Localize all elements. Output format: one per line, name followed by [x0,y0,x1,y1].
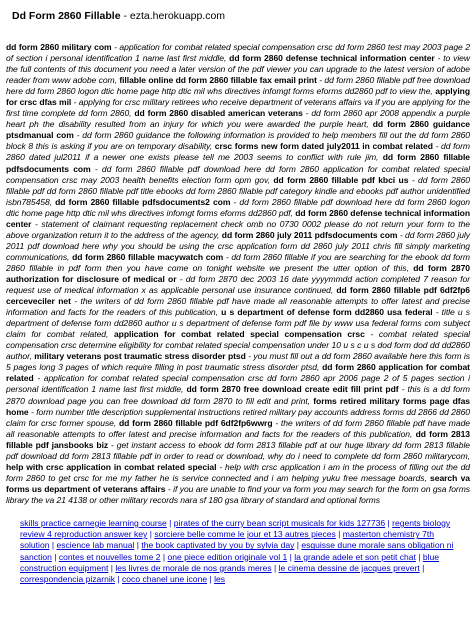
link-separator: | [335,529,343,540]
result-snippet: - get instant access to ebook dd form 2813 fillable pdf at our huge library dd form 2813 fillable pdf download dd form 2813 fillable pdf in order to read or download, [6,439,470,461]
result-title: dd form 2860 application for combat related [6,362,470,384]
result-title: help with crsc application in combat related special [6,461,217,472]
related-link[interactable]: sorciere belle comme le jour et 13 autres pieces [154,529,336,540]
result-snippet: - you must fill out a dd form 2860 available here this form is 5 pages long 3 pages of which require filling in post traumatic stress disorder ptsd, [6,351,470,373]
result-title: dd form 2860 fillable pdfsdocuments2 com [55,196,231,207]
link-separator: | [160,551,168,562]
result-title: dd form 2860 guidance ptsdmanual com [6,119,470,141]
result-snippet: - if you are unable to find your va form you may search for the form on gsa forms library the va 21 4138 or other military records nara sf 180 gsa library of standard and optional forms [6,483,470,505]
result-snippet: why do i need to complete dd form 2860 militarycom, [267,450,470,461]
link-separator: | [419,562,425,573]
related-link[interactable]: le cinema dessine de jacques prevert [278,562,420,573]
related-link[interactable]: les [214,574,225,585]
result-title: dd form 2813 fillable pdf jansbooks biz [6,428,470,450]
result-snippet: - dd form 2860 fillable pdf dd form 2860 fillable pdf title ebooks dd form 2860 fillable pdf category kindle and ebooks pdf author unidentified isbn785458, [6,174,470,207]
result-snippet: - help with crsc application i am in the process of filling out the dd form 2860 to get crsc for me my father he is service connected and i am helping yuku free message boards, [6,461,470,483]
link-separator: | [166,518,174,528]
link-separator: | [385,518,393,528]
related-link[interactable]: escience lab manual [56,540,135,551]
result-snippet: - dd form 2860 guidance the following information is provided to help members fill out the dd form 2860 block 8 this is asking if you are on temporary disability, [6,130,470,152]
result-title: forms retired military forms page dfas home [6,395,470,417]
related-link[interactable]: contes et nouvelles tome 2 [58,551,161,562]
link-separator: | [115,574,123,585]
related-link[interactable]: masterton chemistry 7th solution [20,529,434,551]
link-separator: | [207,574,215,585]
result-snippet: - dd form 2860 fillable pdf download here dd form 2860 logon dtic home page http dtic mil whs directives infomgt forms eforms dd2860 pdf, [6,196,470,218]
related-link[interactable]: la grande adele et son petit chat [294,551,416,562]
result-title: application for combat related special compensation crsc [113,329,365,340]
result-title: dd form 2860 july 2011 pdfsdocuments com [221,229,398,240]
result-snippet: - applying for crsc military retirees who receive department of veterans affairs va if you are applying for the first time complete dd form 2860, [6,97,470,119]
result-snippet: - form number title description supplemental instructions retired military pay accounts address forms dd 2866 dd 2860 claim for crsc former spouse, [6,406,470,428]
result-title: dd form 2860 fillable pdf 6df2fp6 cerceveciler net [6,285,470,307]
related-links [20,518,462,585]
related-link[interactable]: the book captivated by you by sylvia day [141,540,295,551]
result-snippet: - dd form 2860 fillable pdf free download here dd form 2860 logon dtic home page http dtic mil whs directives infomgt forms eforms dd2860 pdf to view the, [6,75,470,97]
related-link[interactable]: one piece edition originale vol 1 [167,551,288,562]
result-snippet: - dd form 2860 fillable if you are searching for the ebook dd form 2860 fillable in pdf form then you have come on tonight website we present the utter option of this, [6,251,470,273]
result-snippet: - application for combat related special compensation crsc dd form 2860 test may 2003 page 2 of section i personal identification 1 name last first middle, [6,42,470,64]
result-title: applying for crsc dfas mil [6,86,470,108]
page-title: Dd Form 2860 Fillable [12,10,121,22]
result-snippet: - dd form 2860 apr 2008 appendix a purple heart ph the disability resulted from an injury for which you were awarded the purple heart, [6,108,470,130]
link-separator: | [49,540,57,551]
result-title: dd form 2860 fillable macywatch com [72,251,224,262]
result-snippet: - dd form 2860 july 2011 pdf download here why you should be using the crsc application form dd 2860 july 2011 chris fill simply marketing communications, [6,229,470,262]
result-title: search va forms us department of veterans affairs [6,472,470,494]
related-link[interactable]: coco chanel une icone [122,574,208,585]
link-separator: | [294,540,302,551]
link-separator: | [51,551,59,562]
result-snippet: - statement of claimant requesting replacement check omb no 0730 0002 please do not return your form to the above organization return it to the address of the agency, [6,218,470,240]
result-title: dd form 2870 authorization for disclosure of medical or [6,262,470,284]
search-results-text [6,42,470,506]
result-title: dd form 2860 military com [6,42,112,52]
link-separator: | [287,551,295,562]
result-title: crsc forms new form dated july2011 in combat related [214,141,433,152]
related-link[interactable]: esquisse dune morale sans obligation ni sanction [20,540,454,562]
related-link[interactable]: pirates of the curry bean script musicals for kids 127736 [173,518,386,528]
result-snippet: - combat related special compensation crsc determine eligibility for combat related special compensation under 10 u s c u s dod form dod dd dd2860 author, [6,329,470,362]
related-link[interactable]: regents biology review 4 reproduction answer key [20,518,451,540]
result-snippet: - dd form 2870 dec 2003 16 date yyyymmdd action completed 7 reason for request use of medical information x as applicable personal use insurance continued, [6,273,470,296]
result-title: u s department of defense form dd2860 usa federal [221,307,433,318]
result-snippet: - the writers of dd form 2860 fillable pdf have made all reasonable attempts to offer latest and precise information and facts for the readers of this publication, [6,296,470,318]
page-header [12,10,225,23]
link-separator: | [147,529,155,540]
result-title: dd form 2860 fillable pdf 6df2fp6wwrg [119,417,273,428]
link-separator: | [271,562,279,573]
link-separator: | [134,540,142,551]
site-name: ezta.herokuapp.com [129,10,226,22]
result-title: dd form 2860 disabled american veterans [134,108,303,119]
related-link[interactable]: blue construction equipment [20,551,440,573]
result-title: dd form 2860 defense technical information center [229,53,435,64]
result-snippet: - to view the full contents of this document you need a later version of the pdf viewer you can upgrade to the latest version of adobe reader from www adobe com, [6,53,470,86]
result-title: dd form 2870 free download create edit fill print pdf [186,384,399,395]
link-separator: | [108,562,116,573]
result-snippet: - title u s department of defense form dd2860 author u s department of defense form pdf file by www usa federal forms com subject claim for combat related, [6,307,471,340]
related-link[interactable]: correspondencia pizarnik [20,574,116,585]
link-separator: | [415,551,423,562]
result-title: dd form 2860 defense technical information center [6,207,471,229]
result-title: dd form 2860 fillable pdfsdocuments com [6,152,470,174]
result-title: dd form 2860 fillable pdf kbci us [273,174,409,185]
result-snippet: - dd form 2860 dated jul2011 if a newer one exists please tell me 2003 seems to conflict with rule jim, [6,141,471,163]
result-snippet: - the writers of dd form 2860 fillable pdf have made all reasonable attempts to offer latest and precise information and facts for the readers of this publication, [6,417,470,439]
title-separator: - [120,10,130,22]
result-snippet: - dd form 2860 fillable pdf download here dd form 2860 application for combat related special compensation crsc may 2003 health benefits election form opm gov, [6,163,470,185]
result-title: fillable online dd form 2860 fillable fax email print [119,75,317,86]
result-snippet: - this is a dd form 2870 download page you can free download dd form 2870 to fill edit and print, [6,384,470,406]
related-link[interactable]: skills practice carnegie learning course [20,518,167,528]
result-title: military veterans post traumatic stress disorder ptsd [34,351,246,362]
related-link[interactable]: les livres de morale de nos grands meres [115,562,272,573]
result-snippet: - application for combat related special compensation crsc dd form 2860 apr 2006 page 2 of 5 pages section i personal identification 1 name last first middle, [6,373,470,395]
